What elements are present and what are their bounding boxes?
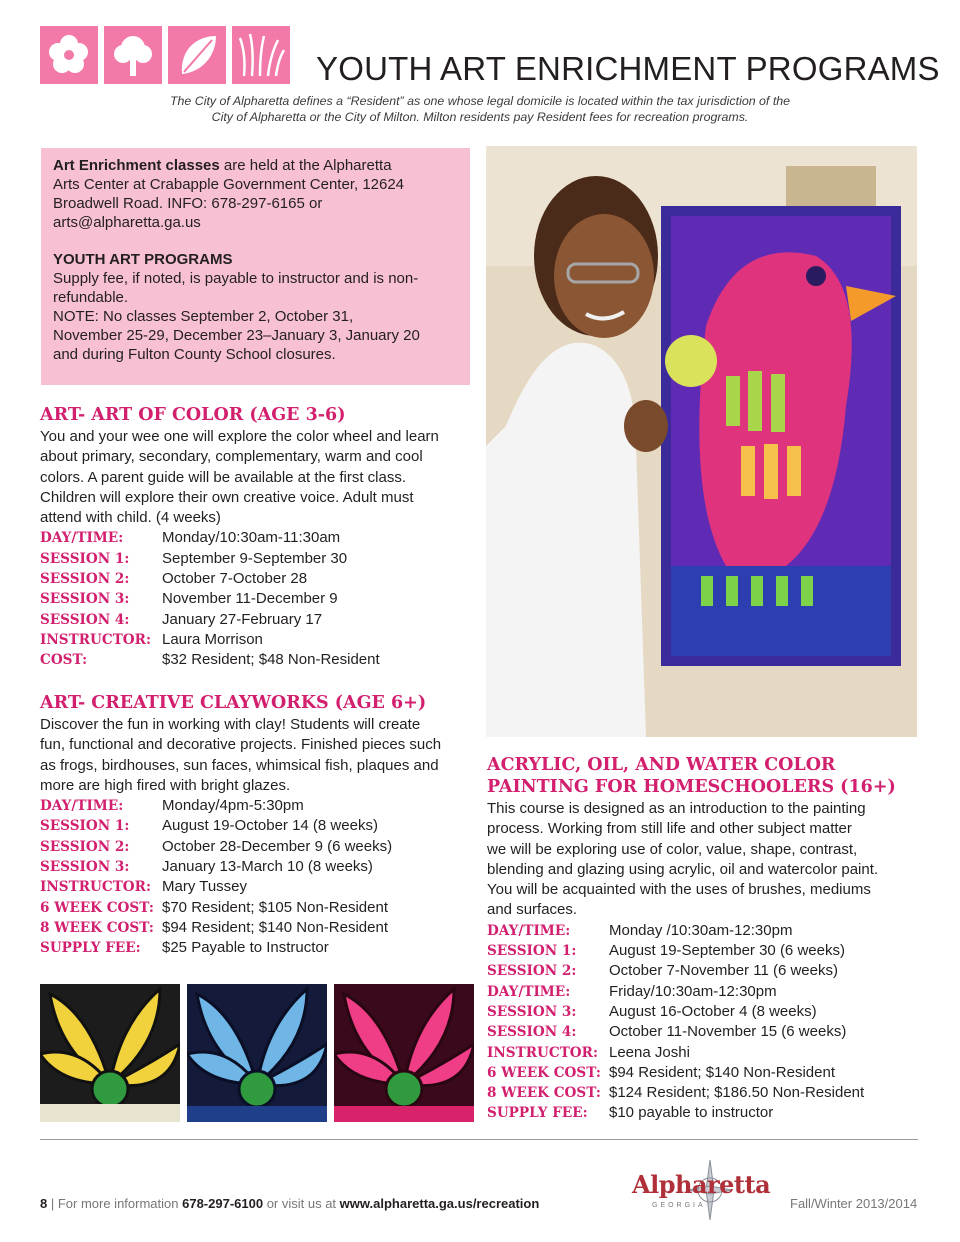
programs-heading: YOUTH ART PROGRAMS — [53, 251, 233, 268]
leaf-icon — [168, 26, 226, 84]
info-line: Broadwell Road. INFO: 678-297-6165 or — [53, 195, 323, 212]
detail-label: 8 WEEK COST: — [40, 919, 154, 936]
footer-url-link[interactable]: www.alpharetta.ga.us/recreation — [339, 1196, 540, 1211]
detail-label: SESSION 2: — [40, 571, 130, 588]
detail-value: $32 Resident; $48 Non-Resident — [162, 651, 380, 669]
desc-line: This course is designed as an introduction to the painting — [487, 800, 866, 817]
detail-row — [40, 549, 470, 569]
detail-label: INSTRUCTOR: — [40, 631, 151, 648]
detail-value: Mary Tussey — [162, 878, 248, 896]
desc-line: and surfaces. — [487, 901, 578, 919]
detail-label: SESSION 2: — [487, 963, 577, 980]
detail-value: Monday/4pm-5:30pm — [162, 797, 304, 815]
detail-value: August 19-September 30 (6 weeks) — [609, 942, 845, 960]
detail-label: 6 WEEK COST: — [40, 899, 154, 916]
course-title: ACRYLIC, OIL, AND WATER COLOR — [487, 755, 836, 775]
detail-value: Laura Morrison — [162, 630, 263, 648]
info-box — [41, 148, 470, 385]
detail-row — [40, 528, 470, 548]
detail-value: $25 Payable to Instructor — [162, 939, 329, 957]
detail-row — [40, 610, 470, 630]
info-line: Arts Center at Crabapple Government Center, 12624 — [53, 176, 405, 193]
season-label: Fall/Winter 2013/2014 — [790, 1196, 918, 1211]
detail-row — [487, 1083, 918, 1103]
course-title: PAINTING FOR HOMESCHOOLERS (16+) — [487, 777, 896, 797]
detail-label: SESSION 3: — [487, 1003, 577, 1020]
header-icons — [40, 26, 290, 84]
course-homeschool-painting — [487, 754, 918, 1124]
detail-label: SESSION 1: — [487, 943, 577, 960]
flower-icon — [40, 26, 98, 84]
flower-artwork-blue — [187, 984, 327, 1122]
detail-row — [487, 1002, 918, 1022]
desc-line: more are high fired with bright glazes. — [40, 776, 291, 794]
detail-value: October 11-November 15 (6 weeks) — [609, 1023, 847, 1041]
detail-label: DAY/TIME: — [487, 922, 571, 939]
grass-icon — [232, 26, 290, 84]
detail-label: SESSION 3: — [40, 859, 130, 876]
detail-row — [40, 857, 470, 877]
detail-label: SUPPLY FEE: — [487, 1105, 588, 1122]
detail-label: INSTRUCTOR: — [40, 879, 151, 896]
desc-line: process. Working from still life and other subject matter — [487, 820, 852, 838]
detail-label: INSTRUCTOR: — [487, 1044, 598, 1061]
detail-row — [487, 1103, 918, 1123]
detail-row — [40, 569, 470, 589]
detail-value: October 7-November 11 (6 weeks) — [609, 962, 838, 980]
detail-row — [487, 1022, 918, 1042]
detail-label: SESSION 1: — [40, 550, 130, 567]
detail-label: SESSION 3: — [40, 591, 130, 608]
detail-value: September 9-September 30 — [162, 549, 348, 567]
detail-row — [40, 877, 470, 897]
desc-line: we will be exploring use of color, value, shape, contrast, — [487, 840, 858, 858]
detail-value: January 27-February 17 — [162, 610, 323, 628]
resident-definition — [100, 93, 860, 125]
detail-row — [40, 796, 470, 816]
detail-row — [487, 1043, 918, 1063]
detail-row — [487, 961, 918, 981]
footer-info — [40, 1196, 539, 1211]
course-description — [487, 799, 918, 921]
info-line: and during Fulton County School closures. — [53, 346, 336, 363]
tree-icon — [104, 26, 162, 84]
detail-value: $10 payable to instructor — [609, 1104, 774, 1122]
detail-value: October 28-December 9 (6 weeks) — [162, 837, 393, 855]
desc-line: blending and glazing using acrylic, oil and watercolor paint. — [487, 860, 879, 878]
footer-separator: | — [47, 1196, 58, 1211]
info-line: November 25-29, December 23–January 3, January 20 — [53, 327, 420, 344]
detail-label: SESSION 4: — [487, 1024, 577, 1041]
flower-artwork-gallery — [40, 984, 474, 1122]
detail-row — [40, 589, 470, 609]
detail-value: $124 Resident; $186.50 Non-Resident — [609, 1084, 865, 1102]
course-creative-clayworks — [40, 692, 470, 959]
detail-row — [487, 1063, 918, 1083]
detail-row — [40, 918, 470, 938]
detail-value: August 16-October 4 (8 weeks) — [609, 1002, 817, 1020]
detail-row — [487, 982, 918, 1002]
detail-label: SESSION 2: — [40, 838, 130, 855]
detail-value: January 13-March 10 (8 weeks) — [162, 858, 373, 876]
intro-line: The City of Alpharetta defines a “Resident” as one whose legal domicile is located within the tax jurisdiction of the — [169, 94, 791, 108]
detail-label: COST: — [40, 652, 88, 669]
desc-line: Discover the fun in working with clay! Students will create — [40, 716, 421, 733]
detail-row — [40, 630, 470, 650]
detail-value: $94 Resident; $140 Non-Resident — [162, 918, 388, 936]
info-lead-text: are held at the Alpharetta — [219, 157, 392, 174]
course-description — [40, 715, 470, 796]
detail-label: 8 WEEK COST: — [487, 1085, 601, 1102]
detail-value: $94 Resident; $140 Non-Resident — [609, 1063, 835, 1081]
desc-line: fun, functional and decorative projects. Finished pieces such — [40, 736, 442, 754]
info-line: refundable. — [53, 289, 129, 306]
desc-line: Children will explore their own creative voice. Adult must — [40, 488, 414, 506]
detail-row — [40, 816, 470, 836]
info-lead-bold: Art Enrichment classes — [53, 157, 220, 174]
desc-line: as frogs, birdhouses, sun faces, whimsical fish, plaques and — [40, 756, 439, 774]
detail-row — [40, 938, 470, 958]
detail-value: Friday/10:30am-12:30pm — [609, 982, 777, 1000]
desc-line: about primary, secondary, complementary, warm and cool — [40, 448, 423, 466]
course-title: ART- ART OF COLOR (AGE 3-6) — [40, 405, 346, 425]
detail-value: November 11-December 9 — [162, 590, 338, 608]
detail-label: DAY/TIME: — [40, 530, 124, 547]
flower-artwork-yellow — [40, 984, 180, 1122]
desc-line: colors. A parent guide will be available at the first class. — [40, 468, 407, 486]
logo-subtitle: GEORGIA — [652, 1202, 706, 1209]
detail-value: October 7-October 28 — [162, 570, 308, 588]
info-line: NOTE: No classes September 2, October 31, — [53, 308, 354, 325]
alpharetta-logo: Alpharetta — [632, 1170, 771, 1199]
detail-row — [487, 921, 918, 941]
footer-text: or visit us at — [263, 1196, 340, 1211]
detail-value: Leena Joshi — [609, 1043, 690, 1061]
footer-phone: 678-297-6100 — [182, 1196, 264, 1211]
info-line: Supply fee, if noted, is payable to instructor and is non- — [53, 270, 419, 287]
page-title: YOUTH ART ENRICHMENT PROGRAMS — [316, 50, 940, 87]
detail-label: SESSION 4: — [40, 611, 130, 628]
detail-label: SUPPLY FEE: — [40, 940, 141, 957]
student-artwork-photo — [486, 146, 917, 737]
footer-text: For more information — [57, 1196, 183, 1211]
detail-row — [40, 898, 470, 918]
detail-label: DAY/TIME: — [487, 983, 571, 1000]
info-email: arts@alpharetta.ga.us — [53, 214, 201, 231]
course-title: ART- CREATIVE CLAYWORKS (AGE 6+) — [40, 693, 427, 713]
detail-row — [40, 837, 470, 857]
detail-value: $70 Resident; $105 Non-Resident — [162, 898, 388, 916]
desc-line: attend with child. (4 weeks) — [40, 509, 221, 527]
detail-value: Monday /10:30am-12:30pm — [609, 921, 793, 939]
detail-value: Monday/10:30am-11:30am — [162, 529, 341, 547]
page-number: 8 — [40, 1196, 48, 1211]
desc-line: You will be acquainted with the uses of brushes, mediums — [487, 881, 871, 899]
course-description — [40, 427, 470, 528]
detail-value: August 19-October 14 (8 weeks) — [162, 817, 378, 835]
detail-row — [40, 650, 470, 670]
detail-label: 6 WEEK COST: — [487, 1064, 601, 1081]
flower-artwork-pink — [334, 984, 474, 1122]
footer-divider — [40, 1139, 918, 1140]
desc-line: You and your wee one will explore the color wheel and learn — [40, 428, 439, 445]
detail-row — [487, 941, 918, 961]
detail-label: SESSION 1: — [40, 818, 130, 835]
intro-line: City of Alpharetta or the City of Milton. Milton residents pay Resident fees for recreation programs. — [211, 110, 749, 124]
course-art-of-color — [40, 404, 470, 671]
detail-label: DAY/TIME: — [40, 798, 124, 815]
